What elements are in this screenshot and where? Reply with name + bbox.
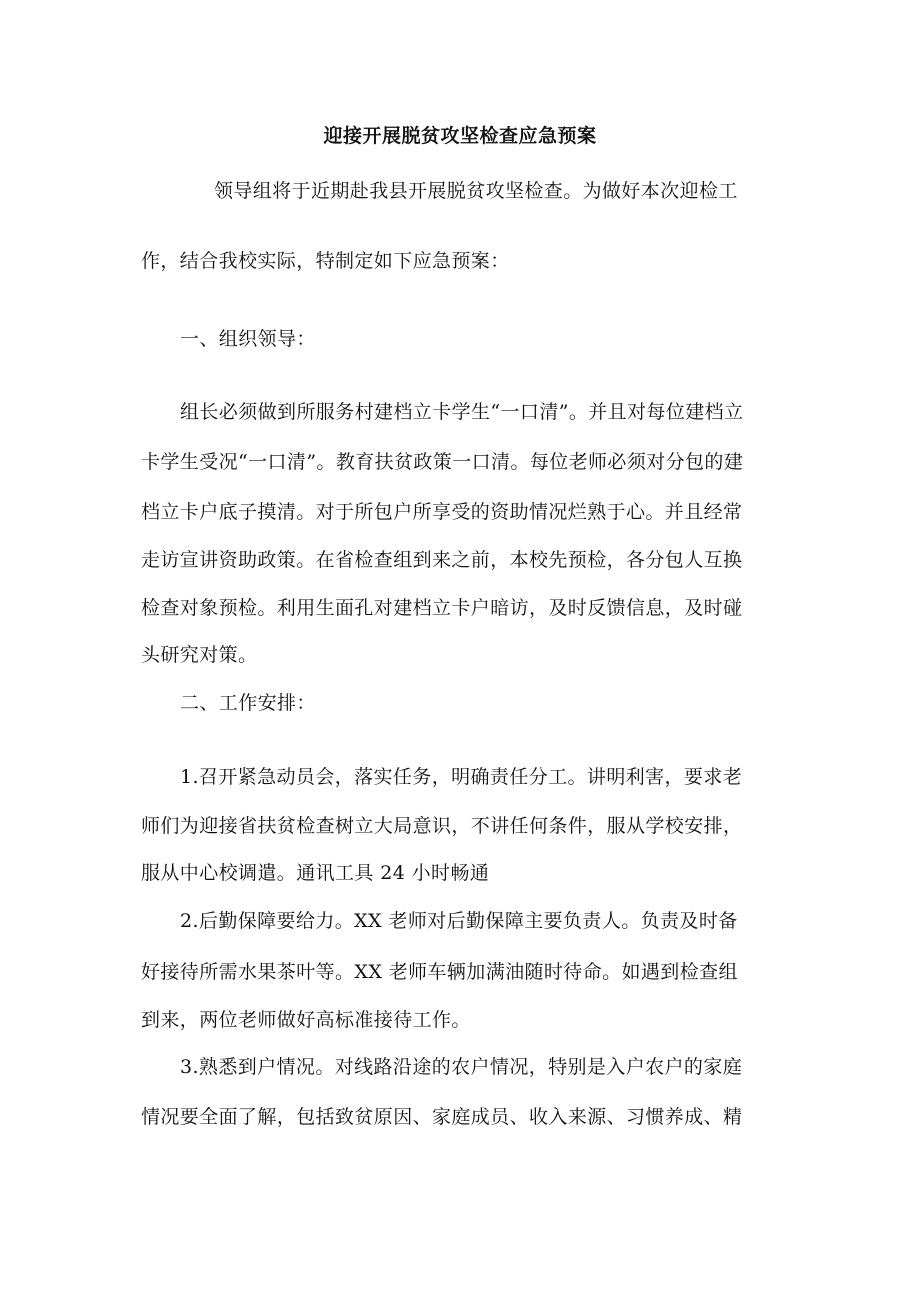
paragraph-line: 1.召开紧急动员会，落实任务，明确责任分工。讲明利害，要求老 bbox=[180, 766, 743, 788]
paragraph-line: 走访宣讲资助政策。在省检查组到来之前，本校先预检，各分包人互换 bbox=[141, 549, 743, 571]
paragraph-line: 组长必须做到所服务村建档立卡学生“一口清”。并且对每位建档立 bbox=[180, 401, 744, 423]
paragraph-line: 检查对象预检。利用生面孔对建档立卡户暗访，及时反馈信息，及时碰 bbox=[141, 597, 743, 619]
paragraph-line: 领导组将于近期赴我县开展脱贫攻坚检查。为做好本次迎检工 bbox=[214, 180, 738, 202]
paragraph-line: 卡学生受况“一口清”。教育扶贫政策一口清。每位老师必须对分包的建 bbox=[141, 451, 744, 473]
section-heading: 一、组织领导： bbox=[180, 328, 316, 350]
paragraph-line: 2.后勤保障要给力。XX 老师对后勤保障主要负责人。负责及时备 bbox=[180, 910, 738, 932]
document-title: 迎接开展脱贫攻坚检查应急预案 bbox=[323, 125, 597, 147]
paragraph-line: 好接待所需水果茶叶等。XX 老师车辆加满油随时待命。如遇到检查组 bbox=[141, 961, 738, 983]
section-heading: 二、工作安排： bbox=[180, 692, 316, 714]
paragraph-line: 头研究对策。 bbox=[141, 644, 258, 666]
paragraph-line: 师们为迎接省扶贫检查树立大局意识，不讲任何条件，服从学校安排， bbox=[141, 815, 743, 837]
paragraph-line: 情况要全面了解，包括致贫原因、家庭成员、收入来源、习惯养成、精 bbox=[141, 1106, 743, 1128]
paragraph-line: 到来，两位老师做好高标准接待工作。 bbox=[141, 1009, 471, 1031]
paragraph-line: 3.熟悉到户情况。对线路沿途的农户情况，特别是入户农户的家庭 bbox=[180, 1056, 743, 1078]
paragraph-line: 作，结合我校实际，特制定如下应急预案： bbox=[141, 250, 510, 272]
paragraph-line: 档立卡户底子摸清。对于所包户所享受的资助情况烂熟于心。并且经常 bbox=[141, 501, 743, 523]
paragraph-line: 服从中心校调遣。通讯工具 24 小时畅通 bbox=[141, 862, 490, 884]
